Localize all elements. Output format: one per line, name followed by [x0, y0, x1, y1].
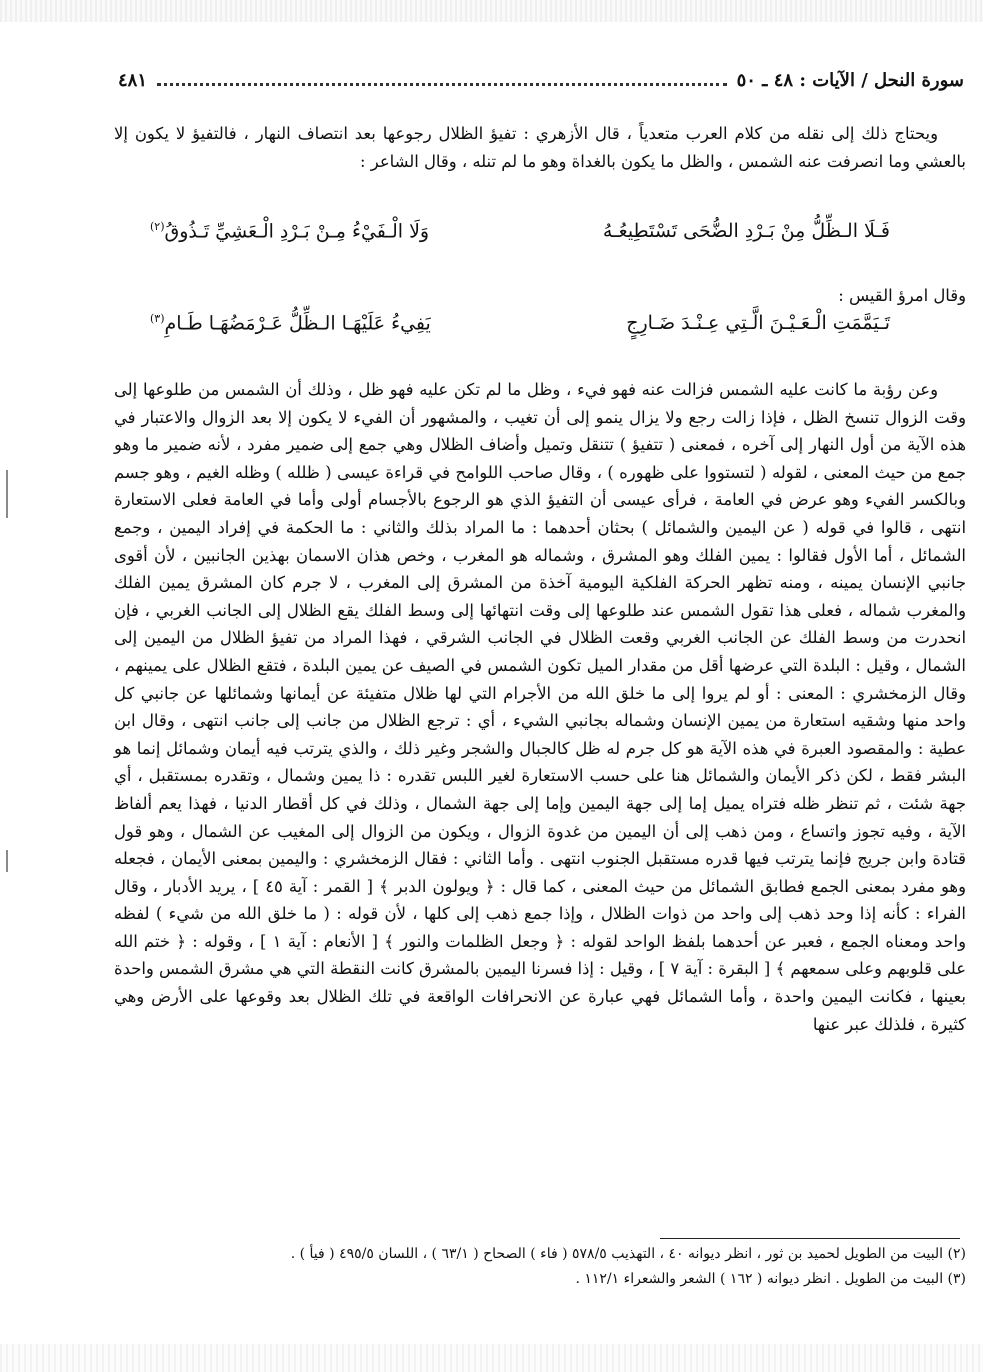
margin-mark — [6, 470, 8, 518]
verse-1-second-text: وَلَا الْـفَيْءُ مِـنْ بَـرْدِ الْـعَشِيِّ تَـذُوقُ — [164, 220, 430, 243]
verse-2 — [150, 312, 890, 334]
header-dot-leader — [157, 83, 727, 86]
page-number: ٤٨١ — [118, 69, 148, 91]
verse-1-second-hemistich — [150, 220, 429, 242]
paragraph-1 — [114, 120, 966, 175]
running-header — [118, 62, 964, 98]
verse-2-second-hemistich — [150, 312, 431, 334]
verse-1 — [150, 220, 890, 242]
footnote-3: (٣) البيت من الطويل . انظر ديوانه ( ١٦٢ ) الشعر والشعراء ١١٢/١ . — [575, 1271, 966, 1287]
margin-mark — [6, 850, 8, 872]
paragraph-1-text: ويحتاج ذلك إلى نقله من كلام العرب متعدياً ، قال الأزهري : تفيؤ الظلال رجوعها بعد انتصاف النهار ، فالتفيؤ لا يكون إلا بالعشي وما انصرفت عنه الشمس ، والظل ما يكون بالغداة وهو ما لم تنله ، وقال الشاعر : — [114, 124, 966, 171]
footnote-ref-3: (٣) — [150, 312, 165, 325]
footnote-separator — [660, 1238, 960, 1239]
paragraph-2-text: وعن رؤبة ما كانت عليه الشمس فزالت عنه فهو فيء ، وظل ما لم تكن عليه فهو ظل ، وذلك أن الشمس من طلوعها إلى وقت الزوال تنسخ الظل ، فإذا زالت رجع ولا يزال ينمو إلى أن تغيب ، والمشهور أن الفيء لا يكون إلا بعد الزوال والاعتبار في هذه الآية من أول النهار إلى آخره ، فمعنى ( تتفيؤ ) تتنقل وتميل وأضاف الظلال وهي جمع إلى ضمير مفرد ، لأنه ضمير ما وهو جمع من حيث المعنى ، لقوله ( لتستووا على ظهوره ) ، وقال صاحب اللوامح في قراءة عيسى ( ظلله ) وظله الغيم ، وهو جسم وبالكسر الفيء وهو عرض في العامة ، فرأى عيسى أن التفيؤ الذي هو الرجوع بالأجسام أولى وأما في العامة فعلى الاستعارة انتهى ، قالوا في قوله ( عن اليمين والشمائل ) بحثان أحدهما : ما المراد بذلك والثاني : ما الحكمة في إفراد اليمين ، وجمع الشمائل ، أما الأول فقالوا : يمين الفلك وهو المشرق ، وشماله هو المغرب ، وخص هذان الاسمان بهذين الجانبين ، لأن أقوى جانبي الإنسان يمينه ، ومنه تظهر الحركة الفلكية اليومية آخذة من المشرق إلى المغرب ، لا جرم كان المشرق يمين الفلك والمغرب شماله ، فعلى هذا تقول الشمس عند طلوعها إلى وقت انتهائها إلى وسط الفلك يقع الظلال إلى الجانب الغربي ، فإن انحدرت من وسط الفلك عن الجانب الغربي وقعت الظلال في الجانب الشرقي ، فهذا المراد من تفيؤ الظلال من اليمين إلى الشمال ، وقيل : البلدة التي عرضها أقل من مقدار الميل تكون الشمس في الصيف عن يمين البلدة ، فتقع الظلال على يمينهم ، وقال الزمخشري : المعنى : أو لم يروا إلى ما خلق الله من الأجرام التي لها ظلال متفيئة عن أيمانها وشمائلها عن جانبي كل واحد منها وشقيه استعارة من يمين الإنسان وشماله بجانبي الشيء ، أي : ترجع الظلال من جانب إلى جانب انتهى ، وقال ابن عطية : والمقصود العبرة في هذه الآية هو كل جرم له ظل كالجبال والشجر وغير ذلك ، والذي يترتب فيه أيمان وشمائل إنما هو البشر فقط ، لكن ذكر الأيمان والشمائل هنا على حسب الاستعارة لغير اللبس تقدره : ذا يمين وشمال ، وتقدره بمستقبل ، أي جهة شئت ، ثم تنظر ظله فتراه يميل إما إلى جهة اليمين وإما إلى جهة الشمال ، وذلك في كل أقطار الدنيا ، فهذا يعم ألفاظ الآية ، وفيه تجوز واتساع ، ومن ذهب إلى أن اليمين من غدوة الزوال ، ويكون من الزوال إلى المغيب عن الشمال ، وهو قول قتادة وابن جريج فإنما يترتب فيها قدره مستقبل الجنوب انتهى . وأما الثاني : فقال الزمخشري : واليمين بمعنى الأيمان ، فجعله وهو مفرد بمعنى الجمع فطابق الشمائل من حيث المعنى ، كما قال : ﴿ ويولون الدبر ﴾ [ القمر : آية ٤٥ ] ، يريد الأدبار ، وقال الفراء : كأنه إذا وحد ذهب إلى واحد من ذوات الظلال ، وإذا جمع ذهب إلى كلها ، لأن قوله : ( ما خلق الله من شيء ) لفظه واحد ومعناه الجمع ، فعبر عن أحدهما بلفظ الواحد لقوله : ﴿ وجعل الظلمات والنور ﴾ [ الأنعام : آية ١ ] ، وقوله : ﴿ ختم الله على قلوبهم وعلى سمعهم ﴾ [ البقرة : آية ٧ ] ، وقيل : إذا فسرنا اليمين بالمشرق كانت النقطة التي هي مشرق الشمس واحدة بعينها ، فكانت اليمين واحدة ، وأما الشمائل فهي عبارة عن الانحرافات الواقعة في تلك الظلال بعد وقوعها على الأرض وهي كثيرة ، فلذلك عبر عنها — [114, 380, 967, 1034]
header-title: سورة النحل / الآيات : ٤٨ ـ ٥٠ — [736, 69, 964, 91]
footnote-ref-2: (٢) — [150, 220, 165, 233]
verse-2-first-hemistich: تَـيَمَّمَتِ الْـعَـيْـنَ الَّـتِي عِـنْـدَ ضَـارِجٍ — [626, 312, 890, 334]
footnote-2: (٢) البيت من الطويل لحميد بن ثور ، انظر ديوانه ٤٠ ، التهذيب ٥٧٨/٥ ( فاء ) الصحاح ( ٦٣/١ ) ، اللسان ٤٩٥/٥ ( فيأ ) . — [290, 1246, 966, 1262]
scan-edge-bottom — [0, 1344, 983, 1372]
footnotes — [160, 1242, 966, 1292]
verse-1-first-hemistich: فَـلَا الـظِّلُّ مِنْ بَـرْدِ الضُّحَى تَسْتَطِيعُـهُ — [602, 220, 890, 242]
scan-edge-top — [0, 0, 983, 22]
paragraph-2 — [114, 376, 966, 1038]
verse-2-second-text: يَفِيءُ عَلَيْهَـا الـظِّلُّ عَـرْمَضُهَـا طَـامِ — [164, 312, 431, 335]
quote-intro: وقال امرؤ القيس : — [838, 286, 966, 305]
